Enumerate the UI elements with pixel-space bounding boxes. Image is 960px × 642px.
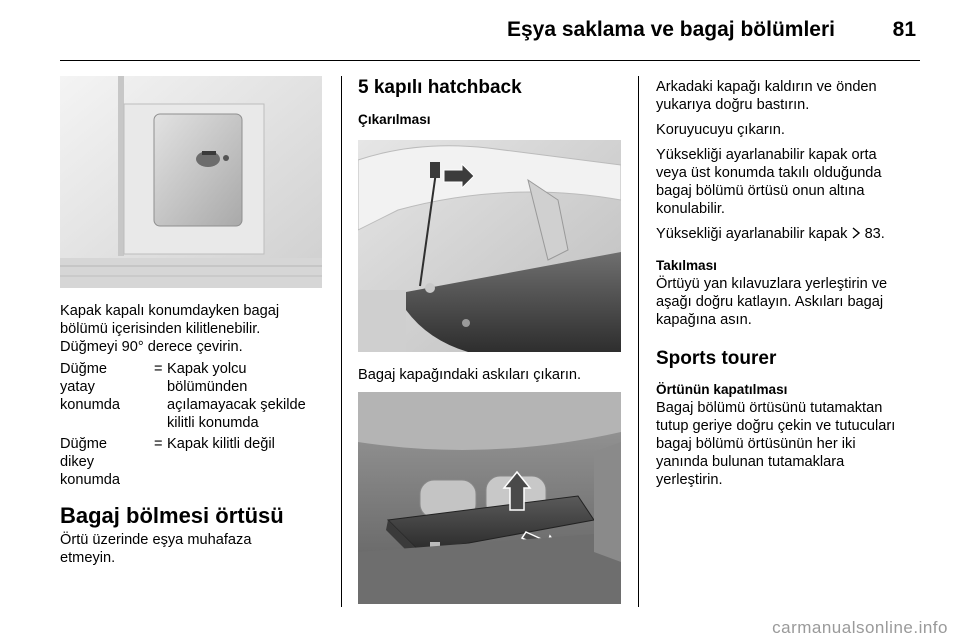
watermark-text: carmanualsonline.info [772,618,948,637]
section-title-sports-tourer: Sports tourer [656,348,777,369]
definition-description: Kapak kilitli değil [167,436,275,452]
switch-position-table [60,360,322,489]
luggage-cover-drawing [358,392,621,604]
lock-switch-drawing [60,76,322,288]
section-title-hatchback: 5 kapılı hatchback [358,77,522,98]
definition-equals: = [154,361,163,377]
definition-term: Düğme yatay konumda [60,361,121,413]
definition-equals: = [154,436,163,452]
lock-switch-illustration [60,76,322,288]
definition-description: Kapak yolcu bölümünden açılamayacak şekilde kilitli konumda [167,361,306,431]
luggage-cover-illustration [358,392,621,604]
sports-tourer-text: Bagaj bölümü örtüsünü tutamaktan tutup geriye doğru çekin ve tutucuları bagaj bölümü örtüsünün her iki yanında bulunan tutamaklara yerleştirin. [656,400,896,488]
strap-caption: Bagaj kapağındaki askıları çıkarın. [358,367,582,383]
middle-column [358,76,623,129]
paragraph-lift-cover: Arkadaki kapağı kaldırın ve önden yukarıya doğru bastırın. [656,79,877,113]
definition-term: Düğme dikey konumda [60,436,121,488]
tailgate-strap-illustration [358,140,621,352]
reference-arrow-icon [852,226,865,242]
header-rule [60,60,920,61]
cover-warning-text: Örtü üzerinde eşya muhafaza etmeyin. [60,532,252,566]
paragraph-reference: Yüksekliği ayarlanabilir kapak 83. [656,226,885,242]
section-title-cover: Bagaj bölmesi örtüsü [60,503,284,528]
lock-caption: Kapak kapalı konumdayken bagaj bölümü içerisinden kilitlenebilir. Düğmeyi 90° derece çevirin. [60,303,280,355]
paragraph-remove-guard: Koruyucuyu çıkarın. [656,122,785,138]
page-number: 81 [892,18,916,41]
reference-page-link[interactable]: 83. [864,226,885,242]
tailgate-strap-drawing [358,140,621,352]
installation-text: Örtüyü yan kılavuzlara yerleştirin ve aşağı doğru katlayın. Askıları bagaj kapağına asın. [656,276,888,328]
column-divider [638,76,639,607]
column-divider [341,76,342,607]
subheading-close-cover: Örtünün kapatılması [656,382,788,397]
left-column [60,302,330,567]
right-column [656,78,931,489]
definition-row [60,360,322,432]
subheading-installation: Takılması [656,258,717,273]
page-header-title: Eşya saklama ve bagaj bölümleri [506,18,835,41]
paragraph-adjustable-floor: Yüksekliği ayarlanabilir kapak orta veya üst konumda takılı olduğunda bagaj bölümü örtüsü onun altına konulabilir. [656,147,882,217]
subheading-removal: Çıkarılması [358,112,431,127]
definition-row [60,435,322,489]
